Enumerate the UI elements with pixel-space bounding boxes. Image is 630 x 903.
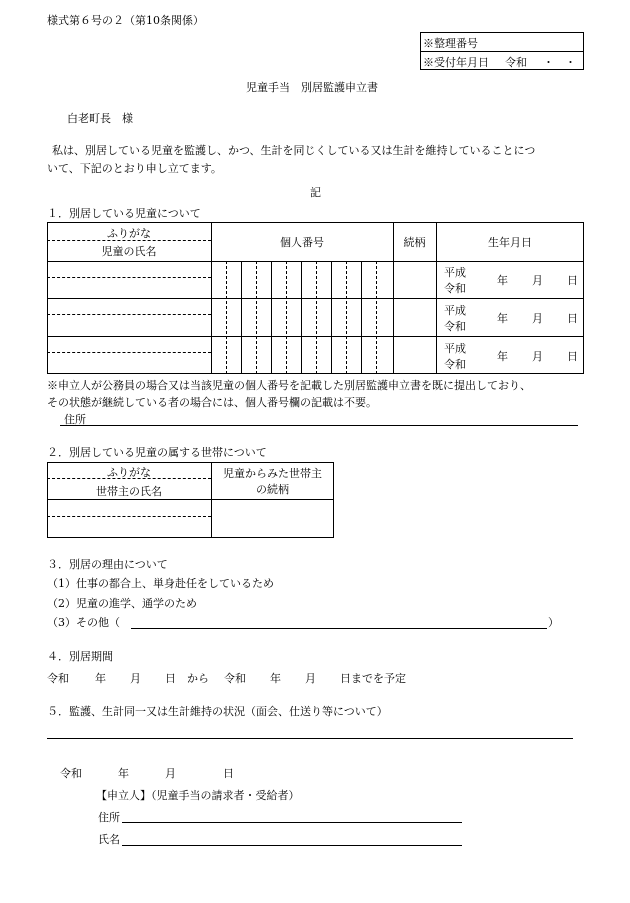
year-label: 年: [497, 274, 508, 287]
section1-heading: １．別居している児童について: [47, 207, 201, 220]
ref-no-label: ※整理番号: [423, 37, 478, 50]
day-label: 日: [567, 274, 578, 287]
col-birth: 生年月日: [488, 236, 532, 249]
col-mynumber: 個人番号: [280, 236, 324, 249]
month-label: 月: [532, 312, 543, 325]
date-year: 年: [118, 767, 129, 780]
date-era: 令和: [60, 767, 82, 780]
child-address-label: 住所: [64, 413, 86, 426]
page-title: 児童手当 別居監護申立書: [246, 81, 378, 94]
digit-line: [256, 261, 257, 374]
digit-line: [301, 261, 302, 374]
applicant-label: 【申立人】（児童手当の請求者・受給者）: [96, 789, 300, 802]
era-reiwa: 令和: [444, 282, 466, 295]
date-day: 日: [223, 767, 234, 780]
digit-line: [361, 261, 362, 374]
date-month: 月: [165, 767, 176, 780]
period-day-to: 日までを予定: [340, 672, 406, 685]
era-reiwa: 令和: [444, 320, 466, 333]
received-dots: ・ ・: [543, 56, 576, 69]
applicant-address-label: 住所: [98, 811, 120, 824]
month-label: 月: [532, 350, 543, 363]
status-line[interactable]: [47, 738, 573, 739]
col-head-name: 世帯主の氏名: [96, 485, 162, 498]
note-line-1: ※申立人が公務員の場合又は当該児童の個人番号を記載した別居監護申立書を既に提出しており、: [47, 379, 531, 392]
col-relation: 続柄: [403, 236, 426, 249]
period-era-from: 令和: [47, 672, 69, 685]
col-head-relation-1: 児童からみた世帯主: [223, 467, 322, 480]
furigana-sep: [47, 352, 211, 353]
intro-line-2: いて、下記のとおり申し立てます。: [47, 162, 222, 175]
row-line: [47, 499, 334, 500]
digit-line: [346, 261, 347, 374]
addressee: 白老町長 様: [67, 112, 133, 125]
digit-line: [226, 261, 227, 374]
ki-label: 記: [310, 186, 321, 199]
received-era: 令和: [505, 56, 527, 69]
section4-heading: ４．別居期間: [47, 650, 113, 663]
reason-option-1[interactable]: （1）仕事の都合上、単身赴任をしているため: [47, 577, 274, 590]
reason-close-paren: ）: [548, 616, 559, 629]
form-label: 様式第６号の２（第10条関係）: [47, 14, 204, 27]
year-label: 年: [497, 350, 508, 363]
furigana-sep: [47, 277, 211, 278]
period-era-to: 令和: [224, 672, 246, 685]
office-box-divider: [420, 51, 584, 52]
era-heisei: 平成: [444, 304, 466, 317]
era-heisei: 平成: [444, 266, 466, 279]
digit-line: [286, 261, 287, 374]
note-line-2: その状態が継続している者の場合には、個人番号欄の記載は不要。: [47, 396, 377, 409]
col-child-name: 児童の氏名: [101, 245, 157, 258]
digit-line: [241, 261, 242, 374]
reason-option-2[interactable]: （2）児童の進学、通学のため: [47, 597, 197, 610]
child-address-line[interactable]: [60, 425, 578, 426]
col-head-relation-2: の続柄: [256, 483, 289, 496]
period-year-to: 年: [270, 672, 281, 685]
era-reiwa: 令和: [444, 358, 466, 371]
period-month-from: 月: [130, 672, 141, 685]
applicant-name-line[interactable]: [122, 845, 462, 846]
applicant-name-label: 氏名: [98, 833, 120, 846]
received-date-label: ※受付年月日: [423, 56, 489, 69]
col-furigana: ふりがな: [107, 227, 151, 240]
applicant-address-line[interactable]: [122, 822, 462, 823]
reason-other-line[interactable]: [131, 628, 547, 629]
reason-option-3[interactable]: （3）その他（: [47, 616, 120, 629]
section3-heading: ３．別居の理由について: [47, 558, 168, 571]
digit-line: [316, 261, 317, 374]
intro-line-1: 私は、別居している児童を監護し、かつ、生計を同じくしている又は生計を維持していることにつ: [52, 144, 536, 157]
digit-line: [376, 261, 377, 374]
furigana-sep: [47, 516, 211, 517]
section5-heading: ５．監護、生計同一又は生計維持の状況（面会、仕送り等について）: [47, 705, 388, 718]
day-label: 日: [567, 350, 578, 363]
digit-line: [331, 261, 332, 374]
era-heisei: 平成: [444, 342, 466, 355]
furigana-sep: [47, 314, 211, 315]
period-month-to: 月: [305, 672, 316, 685]
year-label: 年: [497, 312, 508, 325]
period-day-from: 日 から: [165, 672, 209, 685]
digit-line: [271, 261, 272, 374]
section2-heading: ２．別居している児童の属する世帯について: [47, 446, 267, 459]
col-furigana: ふりがな: [107, 466, 151, 479]
month-label: 月: [532, 274, 543, 287]
day-label: 日: [567, 312, 578, 325]
period-year-from: 年: [95, 672, 106, 685]
